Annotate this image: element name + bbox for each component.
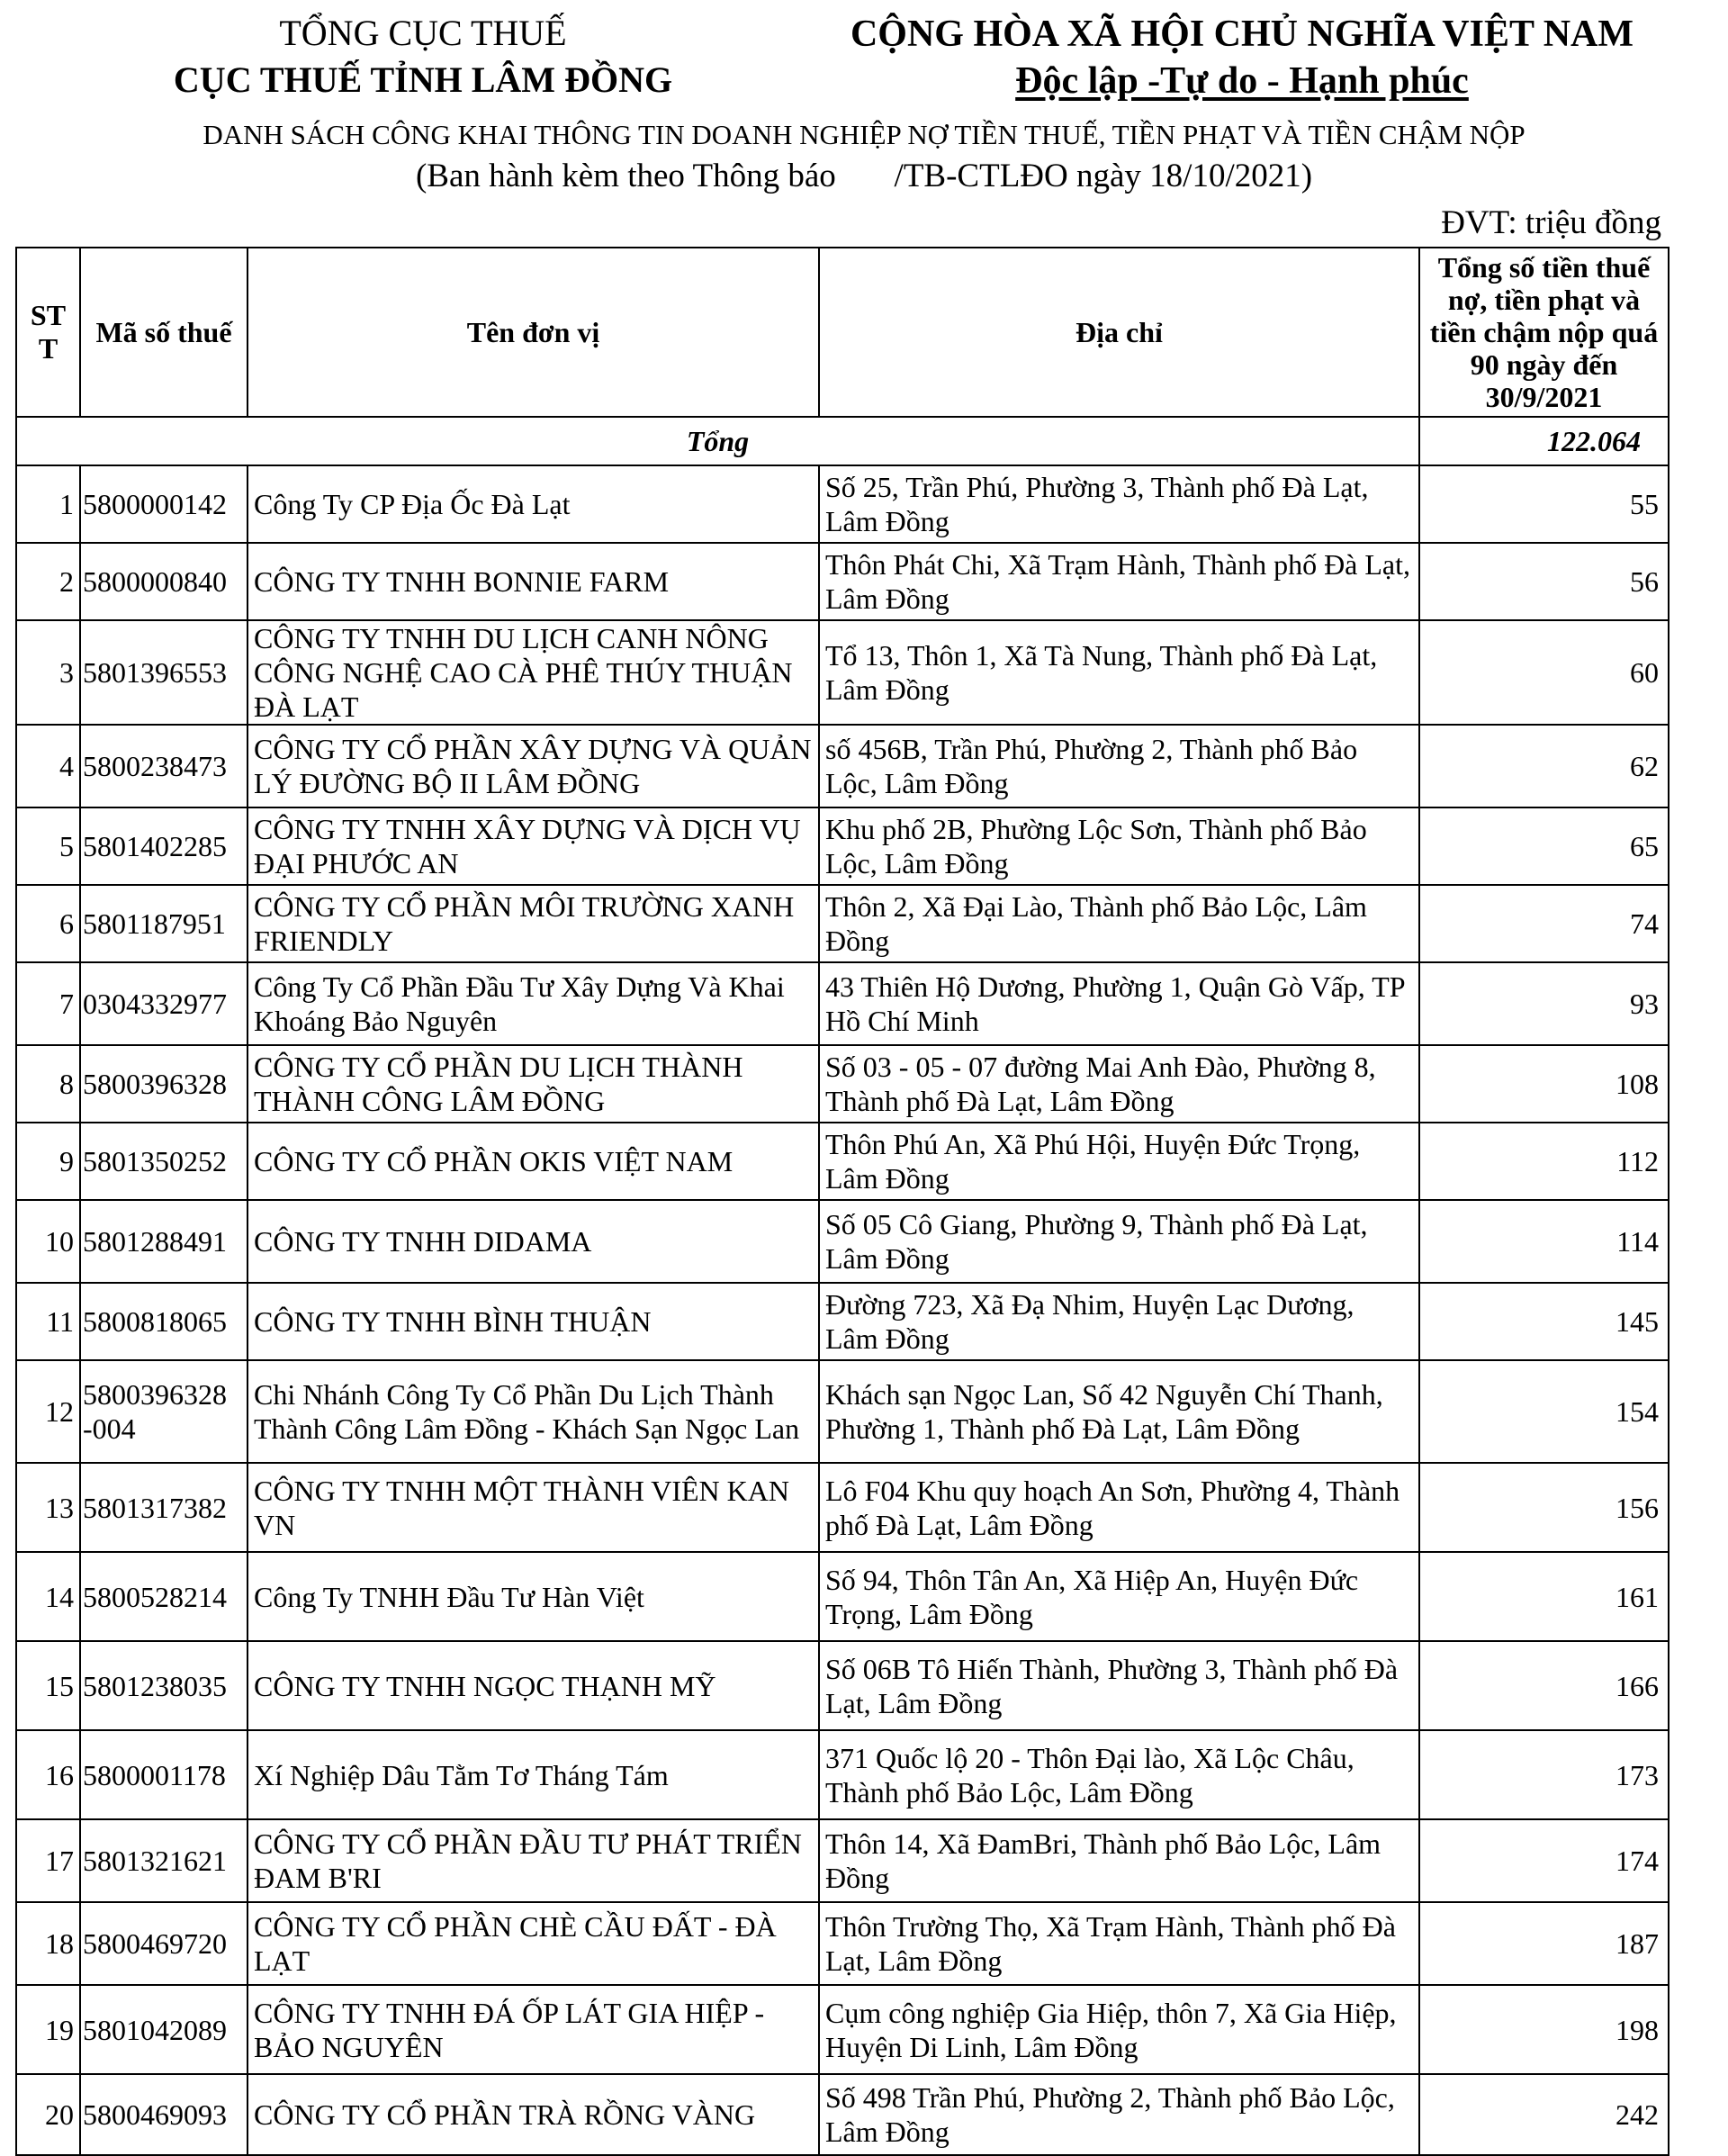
row-tax-code: 5801402285 bbox=[80, 807, 248, 885]
table-row bbox=[16, 1283, 1669, 1360]
table-row bbox=[16, 725, 1669, 807]
row-unit-name: CÔNG TY TNHH MỘT THÀNH VIÊN KAN VN bbox=[248, 1463, 819, 1552]
row-amount: 198 bbox=[1419, 1985, 1669, 2074]
row-address: 371 Quốc lộ 20 - Thôn Đại lào, Xã Lộc Châu, Thành phố Bảo Lộc, Lâm Đồng bbox=[819, 1730, 1419, 1819]
table-row bbox=[16, 1463, 1669, 1552]
row-tax-code: 5801321621 bbox=[80, 1819, 248, 1902]
column-header-stt: STT bbox=[16, 248, 80, 417]
row-tax-code: 5800000142 bbox=[80, 465, 248, 543]
row-stt: 3 bbox=[16, 620, 80, 725]
row-address: Số 03 - 05 - 07 đường Mai Anh Đào, Phường 8, Thành phố Đà Lạt, Lâm Đồng bbox=[819, 1045, 1419, 1123]
row-amount: 93 bbox=[1419, 962, 1669, 1045]
row-amount: 242 bbox=[1419, 2074, 1669, 2155]
row-address: Khu phố 2B, Phường Lộc Sơn, Thành phố Bảo Lộc, Lâm Đồng bbox=[819, 807, 1419, 885]
column-header-address: Địa chỉ bbox=[819, 248, 1419, 417]
row-unit-name: CÔNG TY TNHH DU LỊCH CANH NÔNG CÔNG NGHỆ CAO CÀ PHÊ THÚY THUẬN ĐÀ LẠT bbox=[248, 620, 819, 725]
row-address: Số 06B Tô Hiến Thành, Phường 3, Thành phố Đà Lạt, Lâm Đồng bbox=[819, 1641, 1419, 1730]
agency-name: TỔNG CỤC THUẾ bbox=[279, 13, 567, 53]
table-row bbox=[16, 1360, 1669, 1463]
table-row bbox=[16, 1641, 1669, 1730]
row-amount: 60 bbox=[1419, 620, 1669, 725]
row-amount: 108 bbox=[1419, 1045, 1669, 1123]
row-unit-name: CÔNG TY CỔ PHẦN TRÀ RỒNG VÀNG bbox=[248, 2074, 819, 2155]
table-row bbox=[16, 465, 1669, 543]
row-tax-code: 5800469720 bbox=[80, 1902, 248, 1985]
row-unit-name: CÔNG TY TNHH NGỌC THẠNH MỸ bbox=[248, 1641, 819, 1730]
row-tax-code: 5800818065 bbox=[80, 1283, 248, 1360]
table-row bbox=[16, 1552, 1669, 1641]
row-unit-name: CÔNG TY TNHH XÂY DỰNG VÀ DỊCH VỤ ĐẠI PHƯỚC AN bbox=[248, 807, 819, 885]
row-stt: 16 bbox=[16, 1730, 80, 1819]
row-address: Thôn 2, Xã Đại Lào, Thành phố Bảo Lộc, Lâm Đồng bbox=[819, 885, 1419, 962]
row-amount: 62 bbox=[1419, 725, 1669, 807]
row-address: Thôn Phú An, Xã Phú Hội, Huyện Đức Trọng, Lâm Đồng bbox=[819, 1123, 1419, 1200]
row-tax-code: 5801317382 bbox=[80, 1463, 248, 1552]
row-amount: 114 bbox=[1419, 1200, 1669, 1283]
row-amount: 55 bbox=[1419, 465, 1669, 543]
row-address: Thôn Trường Thọ, Xã Trạm Hành, Thành phố Đà Lạt, Lâm Đồng bbox=[819, 1902, 1419, 1985]
debt-table bbox=[15, 247, 1670, 2156]
row-amount: 65 bbox=[1419, 807, 1669, 885]
row-unit-name: CÔNG TY CỔ PHẦN CHÈ CẦU ĐẤT - ĐÀ LẠT bbox=[248, 1902, 819, 1985]
row-stt: 17 bbox=[16, 1819, 80, 1902]
table-row bbox=[16, 543, 1669, 620]
row-tax-code: 5800396328 -004 bbox=[80, 1360, 248, 1463]
row-amount: 173 bbox=[1419, 1730, 1669, 1819]
row-tax-code: 5801288491 bbox=[80, 1200, 248, 1283]
row-stt: 15 bbox=[16, 1641, 80, 1730]
row-stt: 13 bbox=[16, 1463, 80, 1552]
table-row bbox=[16, 1730, 1669, 1819]
row-unit-name: CÔNG TY TNHH BONNIE FARM bbox=[248, 543, 819, 620]
table-row bbox=[16, 962, 1669, 1045]
row-stt: 1 bbox=[16, 465, 80, 543]
row-amount: 74 bbox=[1419, 885, 1669, 962]
national-motto bbox=[792, 59, 1692, 103]
row-stt: 4 bbox=[16, 725, 80, 807]
row-address: Đường 723, Xã Đạ Nhim, Huyện Lạc Dương, Lâm Đồng bbox=[819, 1283, 1419, 1360]
row-address: Lô F04 Khu quy hoạch An Sơn, Phường 4, Thành phố Đà Lạt, Lâm Đồng bbox=[819, 1463, 1419, 1552]
row-unit-name: Công Ty TNHH Đầu Tư Hàn Việt bbox=[248, 1552, 819, 1641]
row-unit-name: CÔNG TY CỔ PHẦN DU LỊCH THÀNH THÀNH CÔNG LÂM ĐỒNG bbox=[248, 1045, 819, 1123]
row-stt: 9 bbox=[16, 1123, 80, 1200]
row-unit-name: CÔNG TY TNHH DIDAMA bbox=[248, 1200, 819, 1283]
row-unit-name: Chi Nhánh Công Ty Cổ Phần Du Lịch Thành Thành Công Lâm Đồng - Khách Sạn Ngọc Lan bbox=[248, 1360, 819, 1463]
column-header-amount: Tổng số tiền thuế nợ, tiền phạt và tiền chậm nộp quá 90 ngày đến 30/9/2021 bbox=[1419, 248, 1669, 417]
table-row bbox=[16, 885, 1669, 962]
row-amount: 145 bbox=[1419, 1283, 1669, 1360]
row-stt: 20 bbox=[16, 2074, 80, 2155]
table-row bbox=[16, 807, 1669, 885]
row-tax-code: 5800396328 bbox=[80, 1045, 248, 1123]
row-unit-name: CÔNG TY CỔ PHẦN MÔI TRƯỜNG XANH FRIENDLY bbox=[248, 885, 819, 962]
national-title: CỘNG HÒA XÃ HỘI CHỦ NGHĨA VIỆT NAM bbox=[850, 14, 1634, 55]
row-tax-code: 5800238473 bbox=[80, 725, 248, 807]
row-unit-name: CÔNG TY CỔ PHẦN OKIS VIỆT NAM bbox=[248, 1123, 819, 1200]
row-address: Tổ 13, Thôn 1, Xã Tà Nung, Thành phố Đà Lạt, Lâm Đồng bbox=[819, 620, 1419, 725]
table-row bbox=[16, 1902, 1669, 1985]
unit-label: ĐVT: triệu đồng bbox=[1441, 204, 1661, 241]
row-unit-name: Công Ty CP Địa Ốc Đà Lạt bbox=[248, 465, 819, 543]
national-motto-text: Độc lập -Tự do - Hạnh phúc bbox=[1015, 60, 1469, 102]
table-row bbox=[16, 1045, 1669, 1123]
row-stt: 12 bbox=[16, 1360, 80, 1463]
document-title: DANH SÁCH CÔNG KHAI THÔNG TIN DOANH NGHIỆP NỢ TIỀN THUẾ, TIỀN PHẠT VÀ TIỀN CHẬM NỘP bbox=[202, 119, 1526, 150]
row-stt: 8 bbox=[16, 1045, 80, 1123]
row-tax-code: 5801396553 bbox=[80, 620, 248, 725]
row-amount: 187 bbox=[1419, 1902, 1669, 1985]
row-address: 43 Thiên Hộ Dương, Phường 1, Quận Gò Vấp, TP Hồ Chí Minh bbox=[819, 962, 1419, 1045]
row-address: số 456B, Trần Phú, Phường 2, Thành phố Bảo Lộc, Lâm Đồng bbox=[819, 725, 1419, 807]
row-stt: 7 bbox=[16, 962, 80, 1045]
row-stt: 2 bbox=[16, 543, 80, 620]
column-header-tax-code: Mã số thuế bbox=[80, 248, 248, 417]
row-amount: 112 bbox=[1419, 1123, 1669, 1200]
row-amount: 161 bbox=[1419, 1552, 1669, 1641]
row-amount: 166 bbox=[1419, 1641, 1669, 1730]
row-address: Khách sạn Ngọc Lan, Số 42 Nguyễn Chí Thanh, Phường 1, Thành phố Đà Lạt, Lâm Đồng bbox=[819, 1360, 1419, 1463]
table-row bbox=[16, 1985, 1669, 2074]
row-amount: 154 bbox=[1419, 1360, 1669, 1463]
row-amount: 174 bbox=[1419, 1819, 1669, 1902]
row-address: Thôn 14, Xã ĐamBri, Thành phố Bảo Lộc, Lâm Đồng bbox=[819, 1819, 1419, 1902]
total-row bbox=[16, 417, 1669, 465]
row-tax-code: 5801238035 bbox=[80, 1641, 248, 1730]
row-address: Số 498 Trần Phú, Phường 2, Thành phố Bảo Lộc, Lâm Đồng bbox=[819, 2074, 1419, 2155]
row-stt: 18 bbox=[16, 1902, 80, 1985]
table-row bbox=[16, 620, 1669, 725]
row-stt: 5 bbox=[16, 807, 80, 885]
total-label: Tổng bbox=[16, 417, 1419, 465]
row-tax-code: 5800528214 bbox=[80, 1552, 248, 1641]
row-unit-name: CÔNG TY CỔ PHẦN XÂY DỰNG VÀ QUẢN LÝ ĐƯỜNG BỘ II LÂM ĐỒNG bbox=[248, 725, 819, 807]
row-address: Cụm công nghiệp Gia Hiệp, thôn 7, Xã Gia Hiệp, Huyện Di Linh, Lâm Đồng bbox=[819, 1985, 1419, 2074]
row-amount: 56 bbox=[1419, 543, 1669, 620]
row-unit-name: Công Ty Cổ Phần Đầu Tư Xây Dựng Và Khai Khoáng Bảo Nguyên bbox=[248, 962, 819, 1045]
table-row bbox=[16, 1200, 1669, 1283]
table-row bbox=[16, 1819, 1669, 1902]
row-tax-code: 0304332977 bbox=[80, 962, 248, 1045]
row-stt: 19 bbox=[16, 1985, 80, 2074]
row-stt: 14 bbox=[16, 1552, 80, 1641]
row-stt: 6 bbox=[16, 885, 80, 962]
total-value: 122.064 bbox=[1419, 417, 1669, 465]
row-tax-code: 5800469093 bbox=[80, 2074, 248, 2155]
column-header-name: Tên đơn vị bbox=[248, 248, 819, 417]
row-amount: 156 bbox=[1419, 1463, 1669, 1552]
document-subtitle: (Ban hành kèm theo Thông báo /TB-CTLĐO ngày 18/10/2021) bbox=[415, 158, 1313, 194]
row-address: Số 94, Thôn Tân An, Xã Hiệp An, Huyện Đức Trọng, Lâm Đồng bbox=[819, 1552, 1419, 1641]
row-tax-code: 5800000840 bbox=[80, 543, 248, 620]
row-unit-name: CÔNG TY CỔ PHẦN ĐẦU TƯ PHÁT TRIỂN ĐAM B'RI bbox=[248, 1819, 819, 1902]
row-tax-code: 5801042089 bbox=[80, 1985, 248, 2074]
row-stt: 10 bbox=[16, 1200, 80, 1283]
row-address: Thôn Phát Chi, Xã Trạm Hành, Thành phố Đà Lạt, Lâm Đồng bbox=[819, 543, 1419, 620]
row-address: Số 05 Cô Giang, Phường 9, Thành phố Đà Lạt, Lâm Đồng bbox=[819, 1200, 1419, 1283]
row-address: Số 25, Trần Phú, Phường 3, Thành phố Đà Lạt, Lâm Đồng bbox=[819, 465, 1419, 543]
row-tax-code: 5801350252 bbox=[80, 1123, 248, 1200]
table-header-row bbox=[16, 248, 1669, 417]
table-row bbox=[16, 2074, 1669, 2155]
row-tax-code: 5801187951 bbox=[80, 885, 248, 962]
row-unit-name: CÔNG TY TNHH BÌNH THUẬN bbox=[248, 1283, 819, 1360]
table-row bbox=[16, 1123, 1669, 1200]
row-unit-name: Xí Nghiệp Dâu Tằm Tơ Tháng Tám bbox=[248, 1730, 819, 1819]
row-stt: 11 bbox=[16, 1283, 80, 1360]
row-unit-name: CÔNG TY TNHH ĐÁ ỐP LÁT GIA HIỆP - BẢO NGUYÊN bbox=[248, 1985, 819, 2074]
row-tax-code: 5800001178 bbox=[80, 1730, 248, 1819]
department-name: CỤC THUẾ TỈNH LÂM ĐỒNG bbox=[173, 59, 673, 100]
